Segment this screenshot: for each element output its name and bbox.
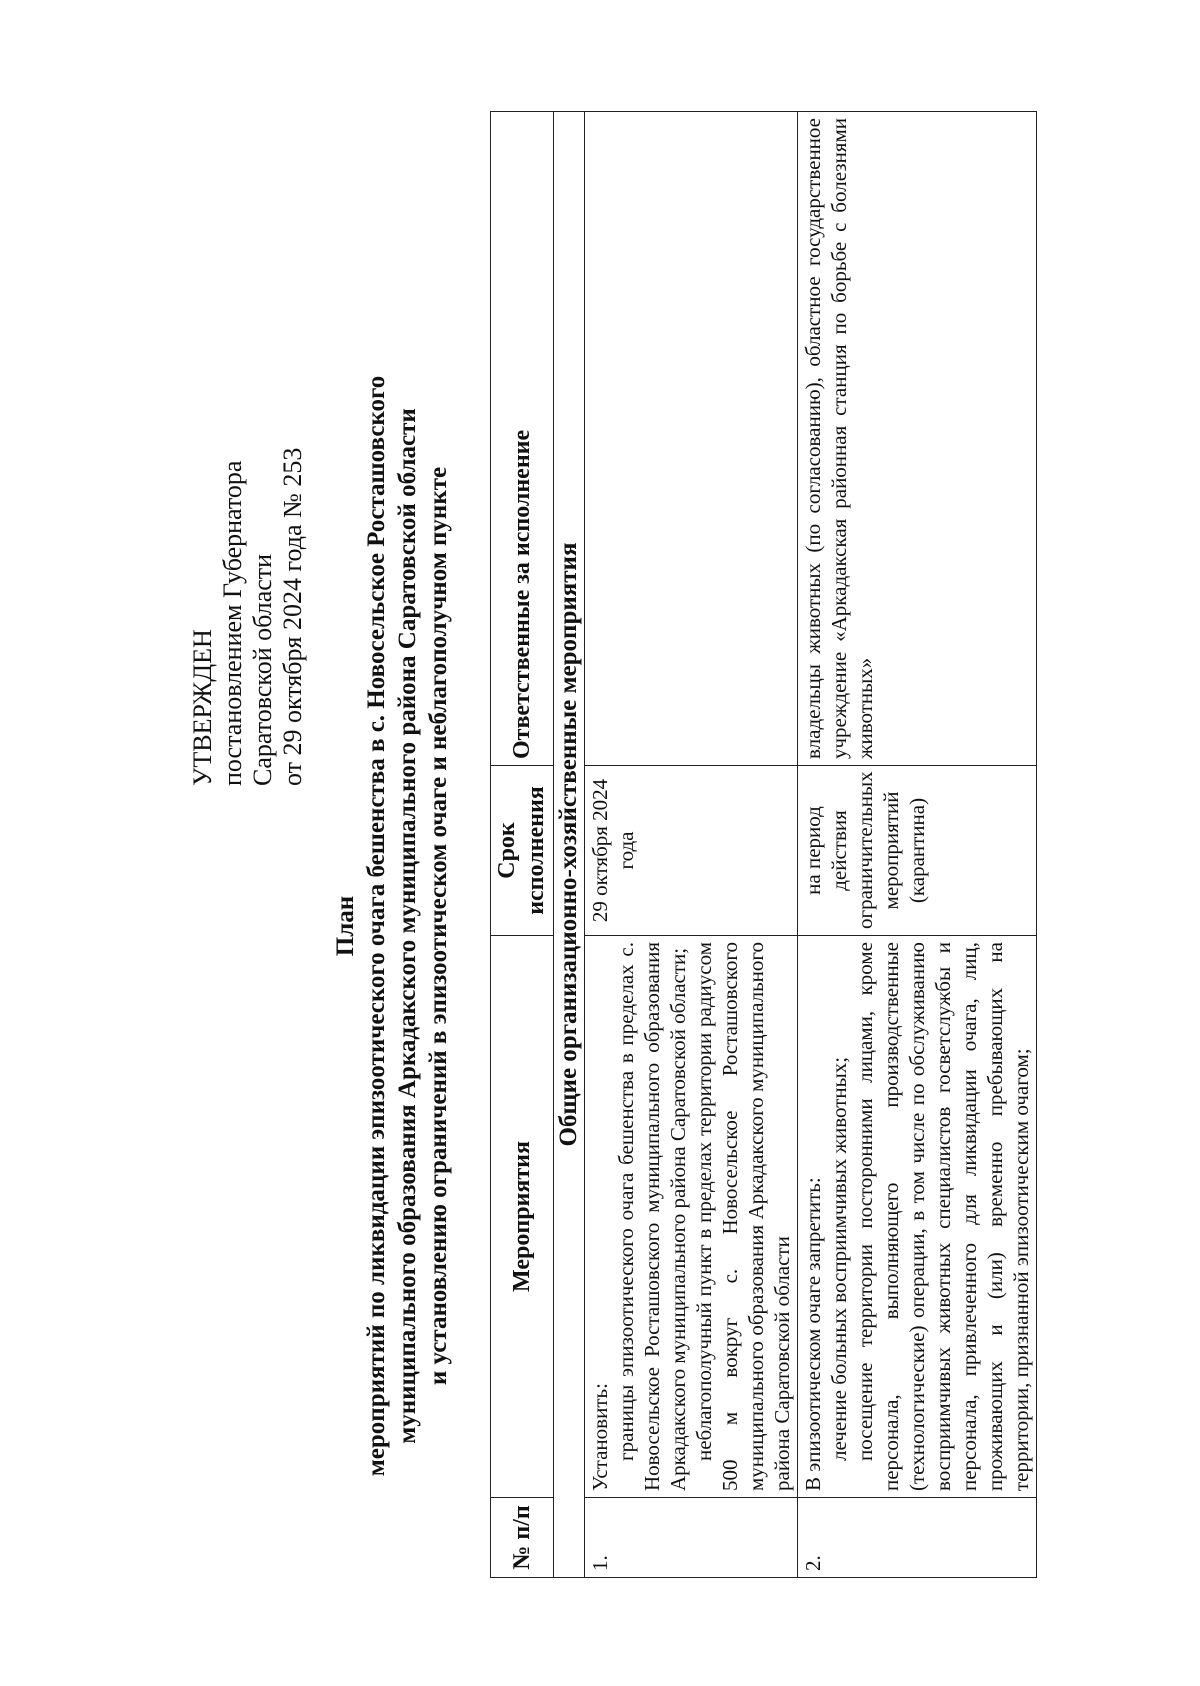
- row-num: 2.: [798, 1498, 1037, 1578]
- row-deadline: на период действия ограничительных мероприятий (карантина): [798, 766, 1037, 936]
- approval-line-4: от 29 октября 2024 года № 253: [278, 447, 307, 786]
- row-responsible: владельцы животных (по согласованию), областное государственное учреждение «Аркадакская районная станция по борьбе с болезнями животных»: [798, 112, 1037, 766]
- title-line-4: и установлению ограничений в эпизоотическом очаге и неблагополучном пункте: [425, 466, 452, 1386]
- approval-line-1: УТВЕРЖДЕН: [188, 629, 217, 786]
- row-deadline: 29 октября 2024 года: [585, 766, 798, 936]
- measure-text: В эпизоотическом очаге запретить:: [801, 1177, 825, 1491]
- header-num: № п/п: [491, 1498, 554, 1578]
- table-header-row: [491, 112, 554, 1578]
- table-row: [798, 112, 1037, 1578]
- measure-text: лечение больных восприимчивых животных;: [827, 1056, 851, 1461]
- measure-text: посещение территории посторонними лицами, кроме персонала, выполняющего производственные (технологические) операции, в том числе по обслуживанию восприимчивых животных специалистов госветслужбы и персонала, привлеченного для ликвидации очага, лиц, проживающих и (или) временно пребывающих на территории, признанной эпизоотическим очагом;: [853, 942, 1033, 1491]
- measure-text: неблагополучный пункт в пределах территории радиусом 500 м вокруг с. Новосельское Росташовского муниципального образования Аркадакского муниципального района Саратовской области: [692, 942, 794, 1491]
- section-title: Общие организационно-хозяйственные мероприятия: [554, 112, 585, 1578]
- row-measures: [585, 936, 798, 1498]
- table-row: [585, 112, 798, 1578]
- header-responsible: Ответственные за исполнение: [491, 112, 554, 766]
- title-line-3: муниципального образования Аркадакского муниципального района Саратовской области: [394, 408, 421, 1444]
- document-page: [0, 118, 1200, 1686]
- title-line-2: мероприятий по ликвидации эпизоотического очага бешенства в с. Новосельское Росташовского: [363, 375, 390, 1477]
- header-measures: Мероприятия: [491, 936, 554, 1498]
- approval-line-2: постановлением Губернатора: [218, 460, 247, 786]
- row-measures: [798, 936, 1037, 1498]
- measure-text: границы эпизоотического очага бешенства в пределах с. Новосельское Росташовского муниципального образования Аркадакского муниципального района Саратовской области;: [614, 942, 690, 1491]
- approval-stamp: [188, 226, 308, 786]
- approval-line-3: Саратовской области: [248, 553, 277, 786]
- header-deadline: Срок исполнения: [491, 766, 554, 936]
- plan-table: [490, 111, 1037, 1578]
- section-row: [554, 112, 585, 1578]
- document-title: [330, 166, 454, 1686]
- title-line-1: План: [332, 895, 359, 957]
- row-responsible: [585, 112, 798, 766]
- measure-text: Установить:: [588, 1383, 612, 1491]
- row-num: 1.: [585, 1498, 798, 1578]
